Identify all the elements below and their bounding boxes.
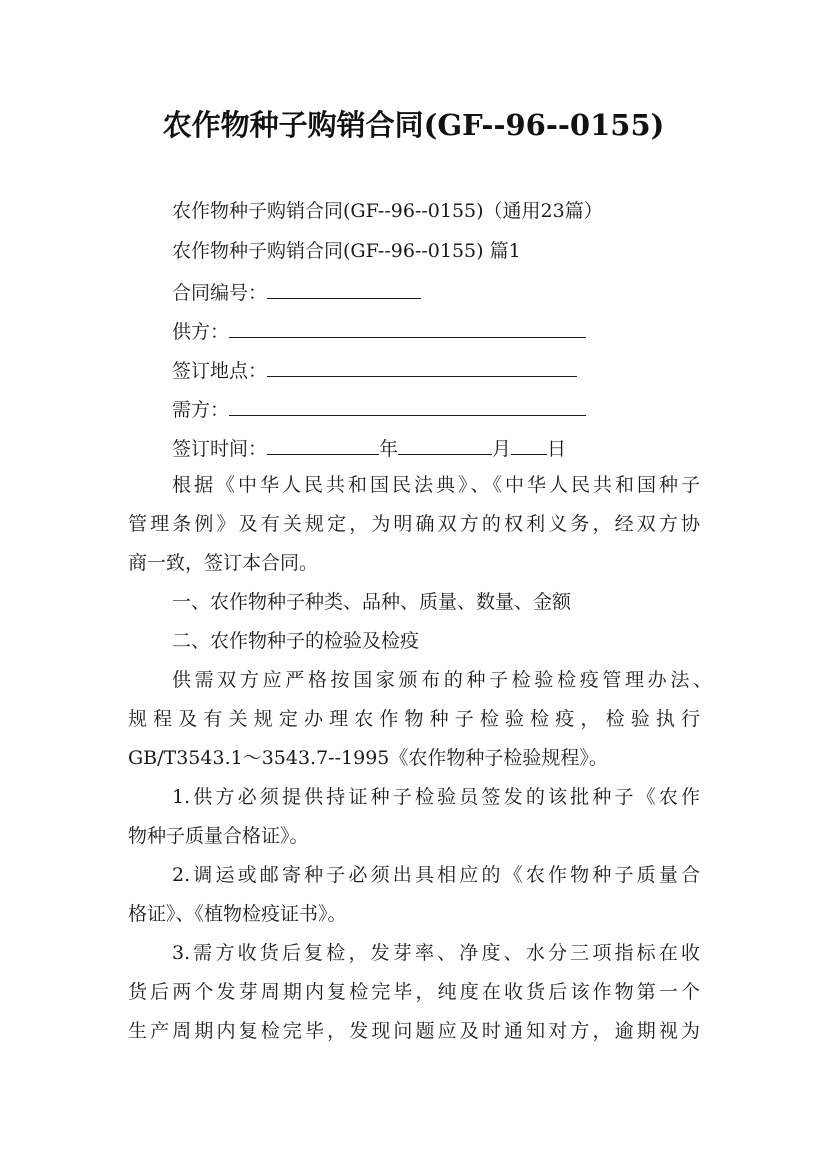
list-item-line: 货后两个发芽周期内复检完毕，纯度在收货后该作物第一个 [128,981,700,1003]
paragraph-line: 商一致，签订本合同。 [128,552,319,574]
contract-number-row [172,278,421,306]
document-subtitle: 农作物种子购销合同(GF--96--0155)（通用23篇） [172,200,603,222]
buyer-blank [229,395,586,416]
section-heading: 农作物种子购销合同(GF--96--0155) 篇1 [172,240,521,262]
month-label: 月 [492,438,512,460]
sign-place-blank [267,356,577,377]
supplier-blank [229,317,586,338]
list-item-line: 2.调运或邮寄种子必须出具相应的《农作物种子质量合 [172,864,700,886]
section-heading-1: 一、农作物种子种类、品种、质量、数量、金额 [172,591,572,613]
contract-number-blank [267,278,421,299]
list-item-line: 3.需方收货后复检，发芽率、净度、水分三项指标在收 [172,942,700,964]
sign-time-label: 签订时间： [172,438,268,460]
paragraph-line: 根据《中华人民共和国民法典》、《中华人民共和国种子 [172,474,700,496]
list-item-line: 生产周期内复检完毕，发现问题应及时通知对方，逾期视为 [128,1020,700,1042]
section-heading-2: 二、农作物种子的检验及检疫 [172,630,420,652]
day-label: 日 [547,438,567,460]
sign-place-row [172,356,577,384]
list-item-line: 1.供方必须提供持证种子检验员签发的该批种子《农作 [172,786,700,808]
paragraph-line: 管理条例》及有关规定，为明确双方的权利义务，经双方协 [128,513,700,535]
day-blank [511,434,547,455]
sign-place-label: 签订地点： [172,360,268,382]
paragraph-line: 规程及有关规定办理农作物种子检验检疫，检验执行 [128,708,700,730]
supplier-label: 供方： [172,321,230,343]
year-blank [267,434,379,455]
contract-number-label: 合同编号： [172,282,268,304]
list-item-line: 物种子质量合格证》。 [128,825,309,847]
sign-time-row [172,434,566,462]
buyer-label: 需方： [172,399,230,421]
buyer-row [172,395,586,423]
supplier-row [172,317,586,345]
document-title: 农作物种子购销合同(GF--96--0155) [162,108,665,142]
list-item-line: 格证》、《植物检疫证书》。 [128,903,347,925]
paragraph-line: 供需双方应严格按国家颁布的种子检验检疫管理办法、 [172,669,712,691]
year-label: 年 [379,438,399,460]
paragraph-line: GB/T3543.1～3543.7--1995《农作物种子检验规程》。 [128,747,608,769]
month-blank [398,434,492,455]
